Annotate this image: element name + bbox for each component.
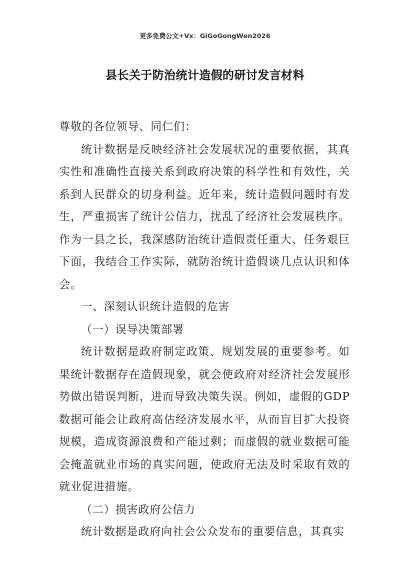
subsection-paragraph-2: 统计数据是政府向社会公众发布的重要信息，其真实 (81, 525, 345, 538)
subsection-heading-1: （一）误导决策部署 (81, 322, 185, 336)
subsection-paragraph-1: 统计数据是政府制定政策、规划发展的重要参考。如果统计数据存在造假现象，就会使政府对经济社会发展形势做出错误判断，进而导致决策失误。例如，虚假的GDP数据可能会让政府高估经济发展水平，从而盲目扩大投资规模，造成资源浪费和产能过剩；而虚假的就业数据可能会掩盖就业市场的真实问题，使政府无法及时采取有效的就业促进措施。 (59, 345, 350, 493)
document-body (59, 116, 350, 544)
greeting: 尊敬的各位领导、同仁们： (59, 120, 197, 133)
subsection-heading-2: （二）损害政府公信力 (81, 502, 196, 516)
document-title: 县长关于防治统计造假的研讨发言材料 (105, 68, 305, 82)
header-note: 更多免费公文+Vx：GiGoGongWen2026 (139, 32, 271, 40)
intro-paragraph: 统计数据是反映经济社会发展状况的重要依据，其真实性和准确性直接关系到政府决策的科学性和有效性，关系到人民群众的切身利益。近年来，统计造假问题时有发生，严重损害了统计公信力，扰乱了经济社会发展秩序。作为一县之长，我深感防治统计造假责任重大、任务艰巨下面，我结合工作实际，就防治统计造假谈几点认识和体会。 (59, 142, 350, 291)
section-heading-1: 一、深刻认识统计造假的危害 (81, 300, 230, 313)
